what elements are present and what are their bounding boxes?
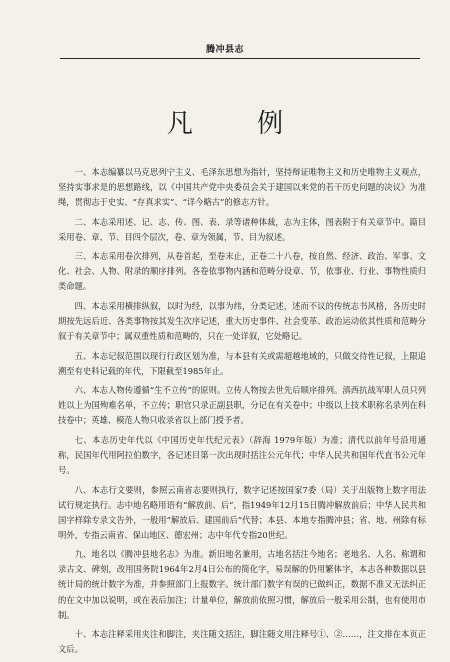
paragraph-2: 二、本志采用述、记、志、传、图、表、录等诸种体裁，志为主体，图表附于有关章节中。篇目采用卷、章、节、目四个层次，卷、章为领属，节、目为叙述。 [58,216,426,242]
paragraph-9: 九、地名以《腾冲县地名志》为准。新旧地名兼用，古地名括注今地名；老地名、人名、称谓和录古文、碑刻，改用国务院1964年2月4日公布的简化字，易误解的仍用繁体字，本志各种数据以县统计局的统计数字为准，并参照部门上报数字。统计部门数字有误的已做纠正，数据不准又无法纠正的在文中加以说明，或在表后加注；计量单位，解放前依照习惯，解放后一般采用公制，也有使用市制。 [58,549,426,620]
page-title: 凡 例 [166,109,312,139]
paragraph-7: 七、本志历史年代以《中国历史年代纪元表》（辞海 1979年版）为准；清代以前年号沿用通称，民国年代用阿拉伯数字，各记述目第一次出现时括注公元年代；中华人民共和国年代直书公元年号。 [58,434,426,476]
paragraph-1: 一、本志编纂以马克思列宁主义、毛泽东思想为指针，坚持辩证唯物主义和历史唯物主义观点，坚持实事求是的思想路线，以《中国共产党中央委员会关于建国以来党的若干历史问题的决议》为准绳，贯彻志于史实、“存真求实”、“详今略古”的修志方针。 [58,167,426,208]
body-text [58,165,426,662]
paragraph-10: 十、本志注释采用夹注和脚注，夹注随文括注，脚注随文用注释号①、②……，注文排在本页正文后。 [58,629,426,655]
paragraph-6: 六、本志人物传遵循“生不立传”的原则。立传人物按去世先后顺序排列。滇西抗战军职人员只列姓以上为国殉难名单，不立传；职官只录正副县职，分记在有关卷中；中级以上技术职称名录列在科技卷中；英雄、模范人物只收录省以上部门授予者。 [58,385,426,426]
paragraph-8: 八、本志行文要则，参照云南省志要则执行，数字记述按国家7委（局）关于出版物上数字用法试行规定执行。志中地名略用语有“解放前、后”，指1949年12月15日腾冲解放前后；中华人民共和国字样除专录文告外，一般用“解放后、建国前后”代替；本县、本地专指腾冲县；省、地、州除有标明外，专指云南省、保山地区、德宏州；志中年代专指20世纪。 [58,484,426,540]
running-header: 腾冲县志 [205,45,244,55]
header-rule [60,58,420,59]
paragraph-4: 四、本志采用横排纵叙，以时为经，以事为纬，分类记述，述而不议的传统志书风格，各历史时期按先远后近、各类事物按其发生次序记述，重大历史事件、社会变革、政治运动依其性质和范畴分叙于有关章节中；属双重性质和范畴的，只在一处详叙，它处略记。 [58,300,426,342]
paragraph-5: 五、本志记叙范围以现行行政区划为准，与本县有关或需超越地域的，只做交待性记叙，上限追溯至有史料记载的年代，下限截至1985年止。 [58,350,426,376]
paragraph-3: 三、本志采用卷次排列，从卷首起，至卷末止，正卷二十八卷，按自然、经济、政治、军事、文化、社会、人物、附录的顺序排列。各卷依事物内涵和范畴分设章、节，依事业、行业、事物性质归类命题。 [58,251,426,292]
